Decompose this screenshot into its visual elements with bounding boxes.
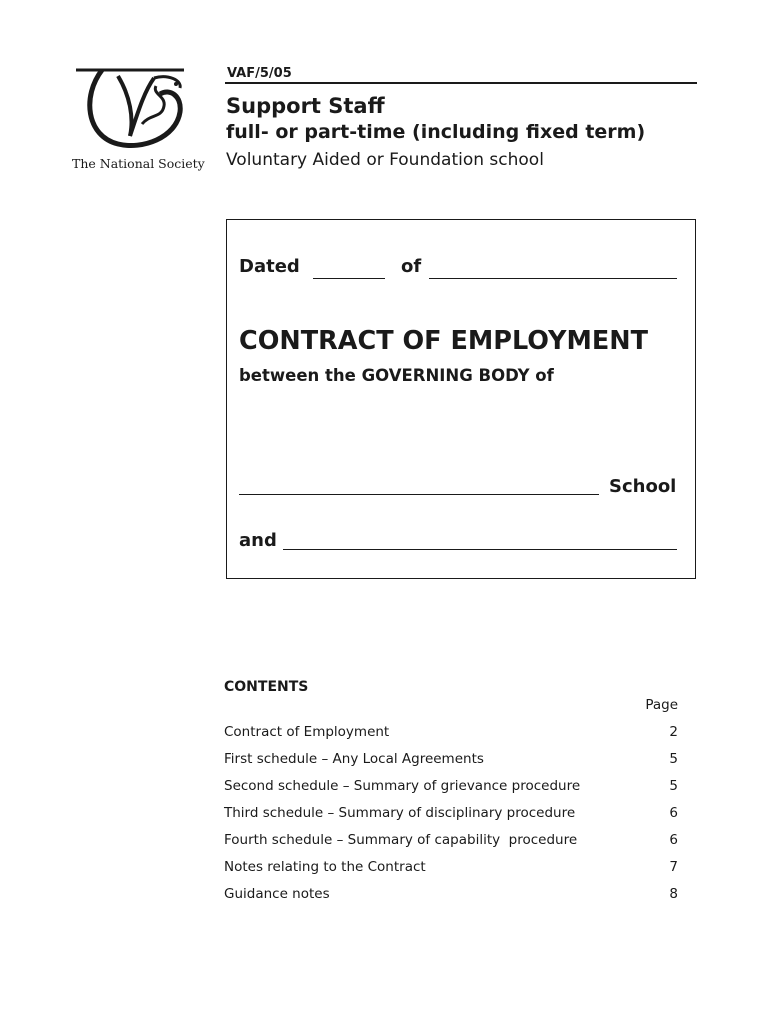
toc-item-title: Fourth schedule – Summary of capability procedure [224,832,578,848]
school-name-field-line[interactable] [239,494,599,495]
header-divider [225,82,697,84]
page-subtitle: full- or part-time (including fixed term) [226,121,646,143]
dated-field-line[interactable] [313,278,385,279]
toc-item-title: Contract of Employment [224,724,390,740]
toc-item-title: Guidance notes [224,886,330,902]
and-label: and [239,530,277,551]
of-field-line[interactable] [429,278,677,279]
toc-item-page: 6 [669,832,678,848]
toc-item [224,749,678,776]
contract-title: CONTRACT OF EMPLOYMENT [239,326,649,356]
page-title: Support Staff [226,94,385,118]
toc-item-page: 6 [669,805,678,821]
toc-item-page: 5 [669,778,678,794]
contents-heading: CONTENTS [224,679,309,695]
toc-item [224,776,678,803]
toc-item-title: Third schedule – Summary of disciplinary procedure [224,805,576,821]
toc-item-title: Notes relating to the Contract [224,859,426,875]
toc-item [224,830,678,857]
toc-item-title: First schedule – Any Local Agreements [224,751,484,767]
between-governing-body: between the GOVERNING BODY of [239,366,554,385]
toc-item [224,884,678,911]
dated-label: Dated [239,256,300,277]
toc-item-page: 7 [669,859,678,875]
national-society-logo [72,66,204,176]
school-type: Voluntary Aided or Foundation school [226,150,544,170]
toc-item [224,803,678,830]
employee-name-field-line[interactable] [283,549,677,550]
toc-item-page: 2 [669,724,678,740]
table-of-contents [224,722,678,911]
toc-item-page: 5 [669,751,678,767]
school-label: School [609,476,677,497]
logo-caption: The National Society [72,156,205,171]
ns-monogram-icon [72,66,204,156]
toc-item [224,722,678,749]
toc-item [224,857,678,884]
form-code: VAF/5/05 [227,66,292,81]
of-label: of [401,256,422,277]
contract-cover-box [226,219,696,579]
toc-item-page: 8 [669,886,678,902]
toc-item-title: Second schedule – Summary of grievance procedure [224,778,581,794]
page-column-heading: Page [645,697,678,713]
